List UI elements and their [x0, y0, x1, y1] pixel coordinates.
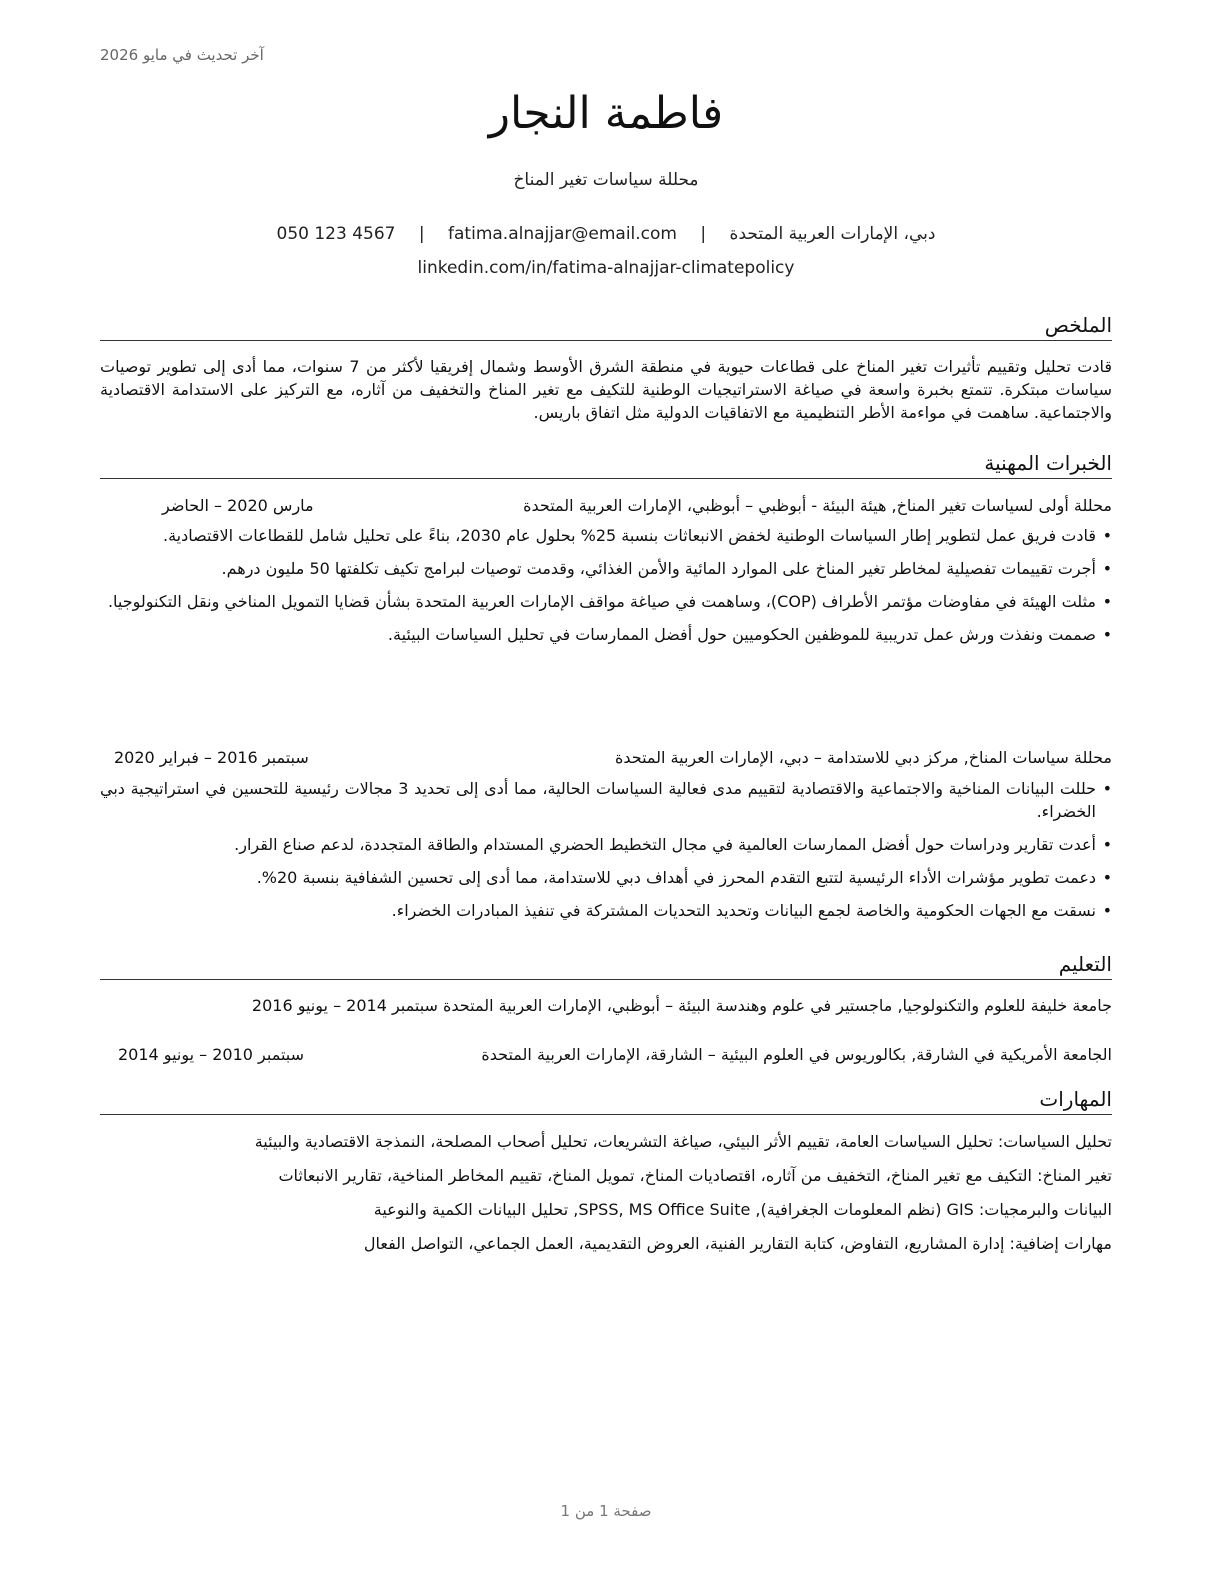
contact-email[interactable]: fatima.alnajjar@email.com — [448, 224, 677, 244]
contact-location: دبي، الإمارات العربية المتحدة — [729, 224, 936, 244]
contact-phone: 050 123 4567 — [276, 224, 396, 244]
summary-heading: الملخص — [100, 312, 1112, 341]
skill-line: تحليل السياسات: تحليل السياسات العامة، تقييم الأثر البيئي، صياغة التشريعات، تحليل أصحاب المصلحة، النمذجة الاقتصادية والبيئية — [254, 1132, 1112, 1151]
list-item: • أجرت تقييمات تفصيلية لمخاطر تغير المناخ على الموارد المائية والأمن الغذائي، وقدمت توصيات لبرامج تكيف تكلفتها 50 مليون درهم. — [100, 557, 1112, 580]
education-heading: التعليم — [100, 951, 1112, 980]
list-item: • صممت ونفذت ورش عمل تدريبية للموظفين الحكوميين حول أفضل الممارسات في تحليل السياسات البيئية. — [100, 623, 1112, 646]
job-title: محللة سياسات تغير المناخ — [513, 170, 699, 190]
education-dates: سبتمبر 2010 – يونيو 2014 — [118, 1045, 305, 1064]
page-number: صفحة 1 من 1 — [560, 1502, 652, 1520]
list-item: • نسقت مع الجهات الحكومية والخاصة لجمع البيانات وتحديد التحديات المشتركة في تنفيذ المبادرات الخضراء. — [100, 899, 1112, 922]
list-item: • دعمت تطوير مؤشرات الأداء الرئيسية لتتبع التقدم المحرز في أهداف دبي للاستدامة، مما أدى إلى تحسين الشفافية بنسبة 20%. — [100, 866, 1112, 889]
job-dates: مارس 2020 – الحاضر — [162, 496, 314, 515]
job-role: محللة سياسات المناخ, مركز دبي للاستدامة – دبي، الإمارات العربية المتحدة — [614, 748, 1112, 767]
experience-heading: الخبرات المهنية — [100, 450, 1112, 479]
education-item: جامعة خليفة للعلوم والتكنولوجيا, ماجستير في علوم وهندسة البيئة – أبوظبي، الإمارات العربية المتحدة سبتمبر 2014 – يونيو 2016 — [251, 996, 1112, 1015]
skills-heading: المهارات — [100, 1086, 1112, 1115]
job-header — [100, 494, 1112, 518]
list-item: • حللت البيانات المناخية والاجتماعية والاقتصادية لتقييم مدى فعالية السياسات الحالية، مما أدى إلى تحديد 3 مجالات رئيسية للتحسين في استراتيجية دبي الخضراء. — [100, 777, 1112, 823]
list-item: • قادت فريق عمل لتطوير إطار السياسات الوطنية لخفض الانبعاثات بنسبة 25% بحلول عام 2030، بناءً على تحليل شامل للقطاعات الاقتصادية. — [100, 524, 1112, 547]
last-updated: آخر تحديث في مايو 2026 — [100, 46, 264, 64]
resume-page — [100, 0, 1112, 1584]
job-dates: سبتمبر 2016 – فبراير 2020 — [114, 748, 309, 767]
job-role: محللة أولى لسياسات تغير المناخ, هيئة البيئة - أبوظبي – أبوظبي، الإمارات العربية المتحدة — [523, 496, 1112, 515]
contact-separator: | — [418, 224, 425, 244]
contact-line — [100, 224, 1112, 244]
job-bullets — [100, 777, 1112, 932]
summary-text: قادت تحليل وتقييم تأثيرات تغير المناخ على قطاعات حيوية في منطقة الشرق الأوسط وشمال إفريقيا لأكثر من 7 سنوات، مما أدى إلى تطوير توصيات سياسات مبتكرة. تتمتع بخبرة واسعة في صياغة الاستراتيجيات الوطنية للتكيف مع تغير المناخ والتخفيف من آثاره، مع التركيز على الاستدامة الاقتصادية والاجتماعية. ساهمت في مواءمة الأطر التنظيمية مع الاتفاقيات الدولية مثل اتفاق باريس. — [100, 357, 1112, 422]
skill-line: البيانات والبرمجيات: GIS (نظم المعلومات الجغرافية), SPSS, MS Office Suite, تحليل البيانات الكمية والنوعية — [373, 1200, 1112, 1219]
contact-separator: | — [700, 224, 707, 244]
skill-line: تغير المناخ: التكيف مع تغير المناخ، التخفيف من آثاره، اقتصاديات المناخ، تمويل المناخ، تقييم المخاطر المناخية، تقارير الانبعاثات — [278, 1166, 1112, 1185]
job-header — [100, 746, 1112, 770]
education-item — [100, 1043, 1112, 1067]
list-item: • أعدت تقارير ودراسات حول أفضل الممارسات العالمية في مجال التخطيط الحضري المستدام والطاقة المتجددة، لدعم صناع القرار. — [100, 833, 1112, 856]
education-degree: الجامعة الأمريكية في الشارقة, بكالوريوس في العلوم البيئية – الشارقة، الإمارات العربية المتحدة — [481, 1045, 1112, 1064]
person-name: فاطمة النجار — [488, 88, 724, 139]
skill-line: مهارات إضافية: إدارة المشاريع، التفاوض، كتابة التقارير الفنية، العروض التقديمية، العمل الجماعي، التواصل الفعال — [363, 1234, 1112, 1253]
linkedin-link[interactable]: linkedin.com/in/fatima-alnajjar-climatepolicy — [417, 258, 795, 278]
job-bullets — [100, 524, 1112, 656]
list-item: • مثلت الهيئة في مفاوضات مؤتمر الأطراف (COP)، وساهمت في صياغة مواقف الإمارات العربية المتحدة بشأن قضايا التمويل المناخي ونقل التكنولوجيا. — [100, 590, 1112, 613]
